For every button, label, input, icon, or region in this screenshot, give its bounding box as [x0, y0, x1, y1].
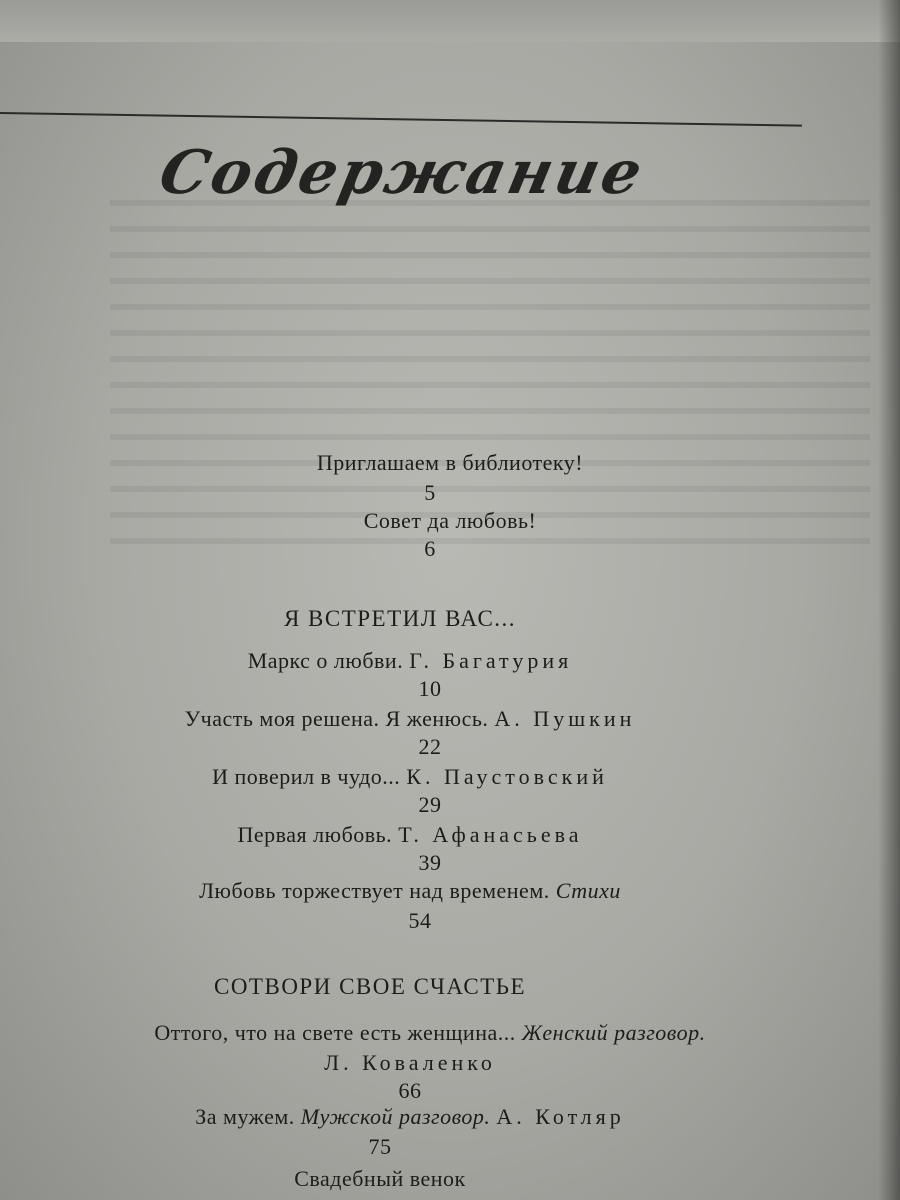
toc-entry [0, 1104, 860, 1130]
toc-entry [0, 878, 860, 904]
toc-entry-page: 54 [408, 908, 432, 933]
toc-entry [0, 706, 860, 732]
toc-entry-title: Любовь торжествует над временем. [199, 878, 550, 903]
toc-entry-note: Мужской разговор. [300, 1104, 491, 1129]
toc-entry-author: А. Котляр [496, 1104, 625, 1129]
toc-entry [0, 764, 860, 790]
toc-entry-author: Г. Багатурия [409, 648, 573, 673]
toc-entry-title: Маркс о любви. [247, 648, 404, 673]
toc-entry-author: Л. Коваленко [324, 1050, 496, 1075]
toc-entry-page: 39 [418, 850, 442, 875]
toc-entry-author: Т. Афанасьева [398, 822, 583, 847]
toc-entry-title: Участь моя решена. Я женюсь. [184, 706, 489, 731]
toc-entry-title: Оттого, что на свете есть женщина... [154, 1020, 516, 1045]
toc-entry-page: 5 [424, 480, 436, 505]
toc-entry-author: К. Паустовский [406, 764, 608, 789]
toc-entry-page: 6 [424, 536, 436, 561]
toc-entry-title: Свадебный венок [294, 1166, 466, 1191]
toc-entry-title: И поверил в чудо... [212, 764, 401, 789]
toc-entry-page: 10 [418, 676, 442, 701]
page-heading: Содержание [153, 138, 651, 208]
toc-entry [0, 1020, 880, 1046]
section-title: Я ВСТРЕТИЛ ВАС... [283, 606, 517, 631]
toc-entry-page: 75 [368, 1134, 392, 1159]
toc-entry-title: За мужем. [195, 1104, 295, 1129]
toc-entry-author: А. Пушкин [494, 706, 636, 731]
section-title: СОТВОРИ СВОЕ СЧАСТЬЕ [213, 974, 527, 999]
toc-entry-page: 66 [398, 1078, 422, 1103]
toc-entry-note: Женский разговор. [521, 1020, 706, 1045]
toc-entry-title: Приглашаем в библиотеку! [316, 450, 584, 475]
toc-entry-title: Первая любовь. [237, 822, 393, 847]
toc-entry-title: Совет да любовь! [363, 508, 537, 533]
toc-entry [0, 822, 860, 848]
page-gutter-shadow [878, 0, 900, 1200]
toc-entry-note: Стихи [555, 878, 621, 903]
toc-entry-page: 29 [418, 792, 442, 817]
toc-entry-page: 22 [418, 734, 442, 759]
toc-entry [0, 648, 860, 674]
